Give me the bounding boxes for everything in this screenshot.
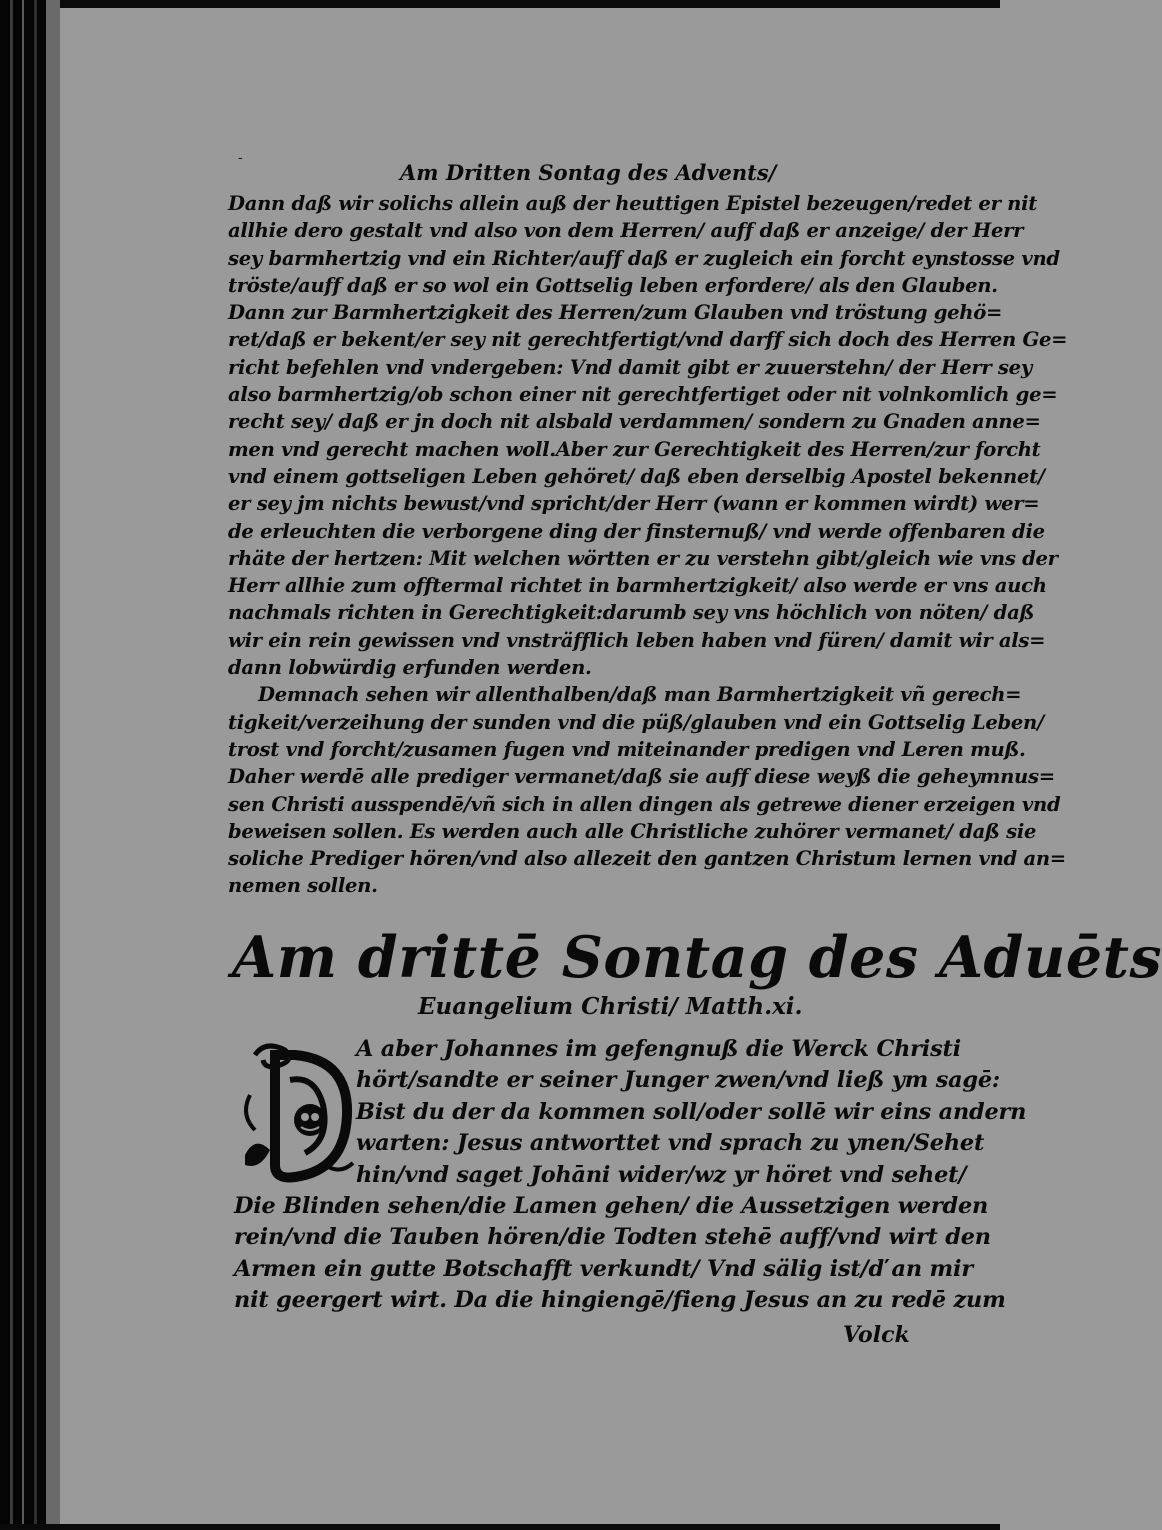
gospel-line: Bist du der da kommen soll/oder sollē wir eins andern [356,1098,1027,1125]
text-line: allhie dero gestalt vnd also von dem Herren/ auff daß er anzeige/ der Herr [228,219,1024,243]
text-line: recht sey/ daß er jn doch nit alsbald verdammen/ sondern zu Gnaden anne= [228,410,1041,434]
text-line: dann lobwürdig erfunden werden. [228,656,592,680]
text-line: vnd einem gottseligen Leben gehöret/ daß eben derselbig Apostel bekennet/ [228,464,1045,488]
binding-stripe [34,0,37,1530]
text-line: also barmhertzig/ob schon einer nit gerechtfertiget oder nit volnkomlich ge= [228,383,1058,407]
binding-stripe [22,0,24,1530]
section-title: Am drittē Sontag des Aduēts [232,924,1162,991]
text-line: nachmals richten in Gerechtigkeit:darumb sey vns höchlich von nöten/ daß [228,601,1035,625]
binding-stripe [10,0,13,1530]
text-line: Dann daß wir solichs allein auß der heuttigen Epistel bezeugen/redet er nit [228,192,1037,215]
gospel-text [234,1034,1027,1317]
text-line: richt befehlen vnd vndergeben: Vnd damit gibt er zuuerstehn/ der Herr sey [228,355,1032,379]
book-binding-edge [0,0,46,1530]
gospel-line: Die Blinden sehen/die Lamen gehen/ die Aussetzigen werden [234,1192,989,1219]
text-line: tigkeit/verzeihung der sunden vnd die püß/glauben vnd ein Gottselig Leben/ [228,710,1044,734]
running-head: Am Dritten Sontag des Advents/ [400,160,777,185]
gospel-line: nit geergert wirt. Da die hingiengē/fieng Jesus an zu redē zum [234,1287,1006,1314]
gospel-line: warten: Jesus antworttet vnd sprach zu ynen/Sehet [356,1130,985,1157]
gutter-shadow [46,0,60,1530]
text-line: rhäte der hertzen: Mit welchen wörtten er zu verstehn gibt/gleich wie vns der [228,546,1058,570]
page-top-edge [0,0,1000,8]
gospel-line: A aber Johannes im gefengnuß die Werck Christi [356,1036,961,1062]
text-line: Daher werdē alle prediger vermanet/daß sie auff diese weyß die geheymnus= [228,765,1055,789]
text-line: sen Christi ausspendē/vñ sich in allen dingen als getrewe diener erzeigen vnd [228,792,1061,816]
text-line: nemen sollen. [228,874,378,898]
sermon-body-text [228,190,1068,900]
text-line: wir ein rein gewissen vnd vnsträfflich leben haben vnd füren/ damit wir als= [228,628,1046,652]
text-line: soliche Prediger hören/vnd also allezeit den gantzen Christum lernen vnd an= [228,847,1066,871]
text-line: trost vnd forcht/zusamen fugen vnd miteinander predigen vnd Leren muß. [228,737,1026,761]
gospel-line: Armen ein gutte Botschafft verkundt/ Vnd sälig ist/ď an mir [234,1255,973,1282]
text-line: er sey jm nichts bewust/vnd spricht/der Herr (wann er kommen wirdt) wer= [228,492,1040,516]
text-line: de erleuchten die verborgene ding der finsternuß/ vnd werde offenbaren die [228,519,1045,543]
gospel-line: hin/vnd saget Johāni wider/wz yr höret vnd sehet/ [356,1161,967,1188]
text-line: Herr allhie zum offtermal richtet in barmhertzigkeit/ also werde er vns auch [228,574,1047,598]
page-bottom-edge [0,1524,1000,1530]
text-line: Dann zur Barmhertzigkeit des Herren/zum Glauben vnd tröstung gehö= [228,301,1003,325]
text-line: tröste/auff daß er so wol ein Gottselig leben erfordere/ als den Glauben. [228,273,998,297]
catchword: Volck [843,1322,910,1348]
gospel-line: hört/sandte er seiner Junger zwen/vnd ließ ym sagē: [356,1067,1000,1094]
text-line: beweisen sollen. Es werden auch alle Christliche zuhörer vermanet/ daß sie [228,819,1037,843]
gospel-line: rein/vnd die Tauben hören/die Todten stehē auff/vnd wirt den [234,1224,991,1251]
text-line: ret/daß er bekent/er sey nit gerechtfertigt/vnd darff sich doch des Herren Ge= [228,328,1068,352]
section-subtitle: Euangelium Christi/ Matth.xi. [418,993,803,1020]
margin-mark: - [238,150,243,166]
text-line: sey barmhertzig vnd ein Richter/auff daß er zugleich ein forcht eynstosse vnd [228,246,1060,270]
text-line: Demnach sehen wir allenthalben/daß man Barmhertzigkeit vñ gerech= [258,683,1022,707]
text-line: men vnd gerecht machen woll.Aber zur Gerechtigkeit des Herren/zur forcht [228,437,1041,461]
